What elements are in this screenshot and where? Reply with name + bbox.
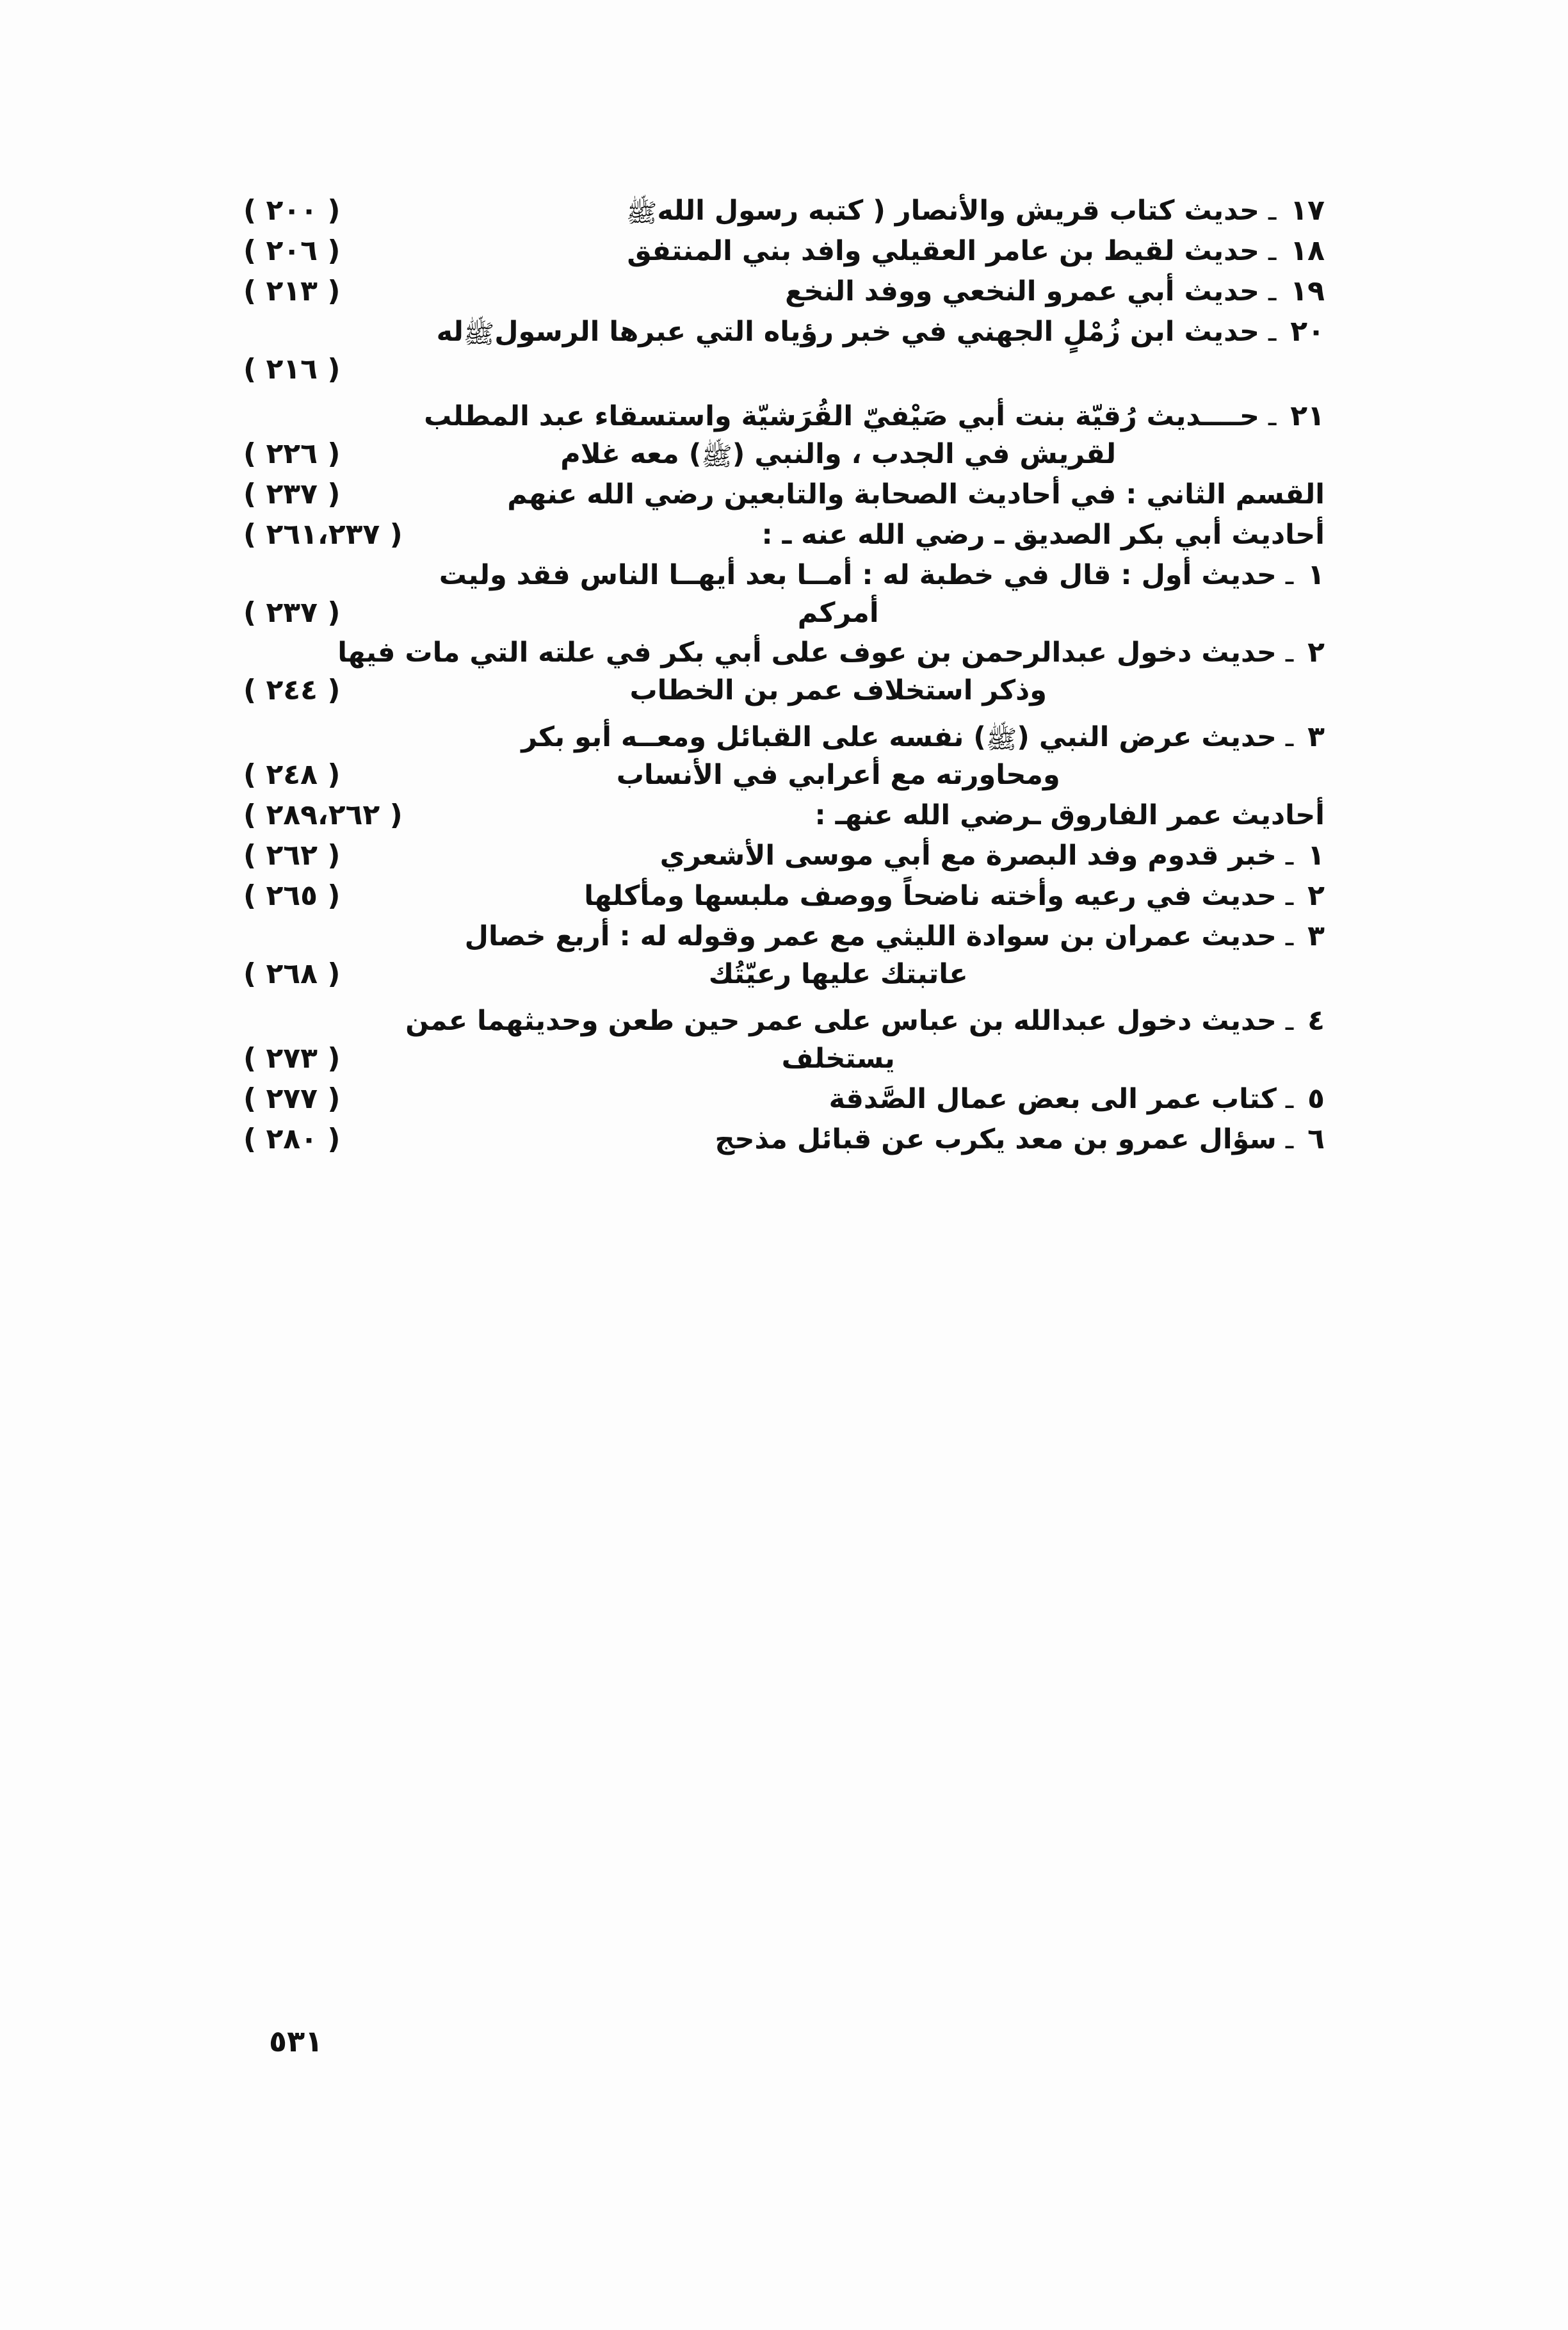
toc-entry [243,557,1325,632]
salla-icon: ﷺ [985,725,1017,755]
entry-text: ومحاورته مع أعرابي في الأنساب [616,759,1060,792]
entry-text: حديث أبي عمرو النخعي ووفد النخع [785,275,1259,307]
section-heading [243,476,1325,514]
spacer [243,391,1325,398]
section-heading-text: القسم الثاني : في أحاديث الصحابة والتابعين رضي الله عنهم [507,478,1325,510]
entry-text: حديث في رعيه وأخته ناضحاً ووصف ملبسها ومأكلها [584,880,1277,913]
salla-icon: ﷺ [463,319,495,349]
dash-separator: ـ [1285,1005,1294,1037]
entry-text-trail: له [436,315,464,348]
entry-number: ١٧ [1290,194,1325,227]
toc-line [243,1080,1325,1118]
toc-line [243,313,1325,351]
salla-icon: ﷺ [701,441,732,471]
dash-separator: ـ [1268,315,1277,347]
entry-text: حديث أول : قال في خطبة له : أمــا بعد أيهــا الناس فقد وليت [439,558,1277,591]
entry-number: ٢١ [1290,399,1325,432]
toc-entry [243,1080,1325,1118]
toc-line [243,232,1325,270]
toc-line [243,837,1325,875]
page-reference: ( ٢٧٧ ) [243,1082,341,1115]
dash-separator: ـ [1285,637,1294,669]
toc-entry [243,837,1325,875]
page-reference: ( ٢٦١،٢٣٧ ) [243,517,403,551]
page-reference: ( ٢٣٧ ) [243,477,341,510]
page-reference: ( ٢٦٢ ) [243,839,341,872]
entry-number: ٢ [1307,636,1325,669]
toc-line [243,1002,1325,1040]
page-reference: ( ٢٤٤ ) [243,674,341,707]
toc-entry [243,273,1325,311]
page-reference: ( ٢٦٥ ) [243,879,341,913]
spacer [243,712,1325,719]
dash-separator: ـ [1285,558,1294,591]
subsection-heading [243,797,1325,835]
page-reference: ( ٢٦٨ ) [243,957,341,991]
toc-continuation-line [243,672,1325,710]
dash-separator: ـ [1285,721,1294,753]
entry-text: لقريش في الجدب ، والنبي ( [732,437,1117,470]
dash-separator: ـ [1268,275,1277,307]
toc-entry [243,1002,1325,1078]
toc-continuation-line [243,594,1325,632]
toc-entry [243,398,1325,473]
entry-text: حديث ابن زُمْلٍ الجهني في خبر رؤياه التي عبرها الرسول [494,315,1259,348]
entry-text: يستخلف [781,1043,895,1075]
entry-text: حديث عمران بن سوادة الليثي مع عمر وقوله له : أربع خصال [464,920,1277,953]
toc-line [243,273,1325,311]
dash-separator: ـ [1268,400,1277,432]
toc-content [243,192,1325,1161]
dash-separator: ـ [1285,840,1294,872]
toc-line [243,719,1325,756]
entry-number: ١٩ [1290,274,1325,307]
page-reference: ( ٢٤٨ ) [243,758,341,792]
subsection-heading-text: أحاديث أبي بكر الصديق ـ رضي الله عنه ـ : [761,518,1325,551]
entry-text: حديث دخول عبدالرحمن بن عوف على أبي بكر في علته التي مات فيها [337,637,1277,669]
entry-number: ٣ [1307,721,1325,754]
dash-separator: ـ [1285,1082,1294,1114]
toc-continuation-line [243,436,1325,473]
toc-line [243,634,1325,672]
toc-line [243,557,1325,594]
subsection-heading-text: أحاديث عمر الفاروق ـرضي الله عنهـ : [814,799,1325,832]
toc-entry [243,634,1325,710]
toc-entry [243,1121,1325,1159]
page-reference: ( ٢١٦ ) [243,352,341,386]
entry-text: حديث عرض النبي ( [1017,721,1277,754]
entry-text: حديث دخول عبدالله بن عباس على عمر حين طعن وحديثهما عمن [405,1005,1277,1038]
entry-number: ٥ [1307,1082,1325,1115]
dash-separator: ـ [1285,880,1294,912]
entry-text: سؤال عمرو بن معد يكرب عن قبائل مذحج [715,1123,1277,1155]
salla-icon: ﷺ [626,199,658,228]
toc-continuation-line [243,351,1325,389]
entry-text: أمركم [797,596,879,629]
toc-line [243,918,1325,956]
entry-text: وذكر استخلاف عمر بن الخطاب [629,674,1047,707]
spacer [243,996,1325,1002]
page-reference: ( ٢٧٣ ) [243,1042,341,1075]
entry-text: عاتبتك عليها رعيّتُك [708,958,968,991]
entry-number: ٣ [1307,920,1325,953]
toc-entry [243,192,1325,230]
toc-line [243,398,1325,436]
entry-text: حديث لقيط بن عامر العقيلي وافد بني المنتفق [627,234,1259,267]
toc-line [243,877,1325,915]
entry-number: ١ [1307,558,1325,591]
page-reference: ( ٢٢٦ ) [243,437,341,470]
entry-number: ١٨ [1290,234,1325,267]
entry-text: كتاب عمر الى بعض عمال الصَّدقة [828,1082,1277,1115]
toc-entry [243,719,1325,794]
page-reference: ( ٢٠٦ ) [243,234,341,267]
entry-number: ٤ [1307,1004,1325,1038]
toc-entry [243,918,1325,993]
subsection-heading [243,516,1325,554]
toc-continuation-line [243,1040,1325,1078]
page-reference: ( ٢٨٩،٢٦٢ ) [243,799,403,832]
toc-line [243,1121,1325,1159]
entry-text: خبر قدوم وفد البصرة مع أبي موسى الأشعري [659,840,1277,872]
toc-continuation-line [243,756,1325,794]
toc-entry [243,877,1325,915]
entry-text-trail: ) معه غلام [560,437,702,470]
toc-continuation-line [243,956,1325,993]
dash-separator: ـ [1268,195,1277,226]
dash-separator: ـ [1285,1123,1294,1155]
page-reference: ( ٢١٣ ) [243,274,341,307]
page-reference: ( ٢٠٠ ) [243,194,341,227]
page-reference: ( ٢٨٠ ) [243,1122,341,1155]
entry-number: ٢٠ [1290,314,1325,348]
toc-entry [243,313,1325,389]
page-reference: ( ٢٣٧ ) [243,596,341,629]
toc-entry [243,232,1325,270]
entry-text: حــــديث رُقيّة بنت أبي صَيْفيّ القُرَشيّة واستسقاء عبد المطلب [424,400,1259,432]
toc-line [243,192,1325,230]
dash-separator: ـ [1285,920,1294,952]
entry-number: ١ [1307,839,1325,872]
entry-text-trail: ) نفسه على القبائل ومعــه أبو بكر [521,721,986,754]
page-number: ٥٣١ [269,2024,323,2058]
entry-number: ٦ [1307,1122,1325,1155]
entry-text: حديث كتاب قريش والأنصار ( كتبه رسول الله [657,195,1259,227]
entry-number: ٢ [1307,879,1325,913]
dash-separator: ـ [1268,234,1277,266]
